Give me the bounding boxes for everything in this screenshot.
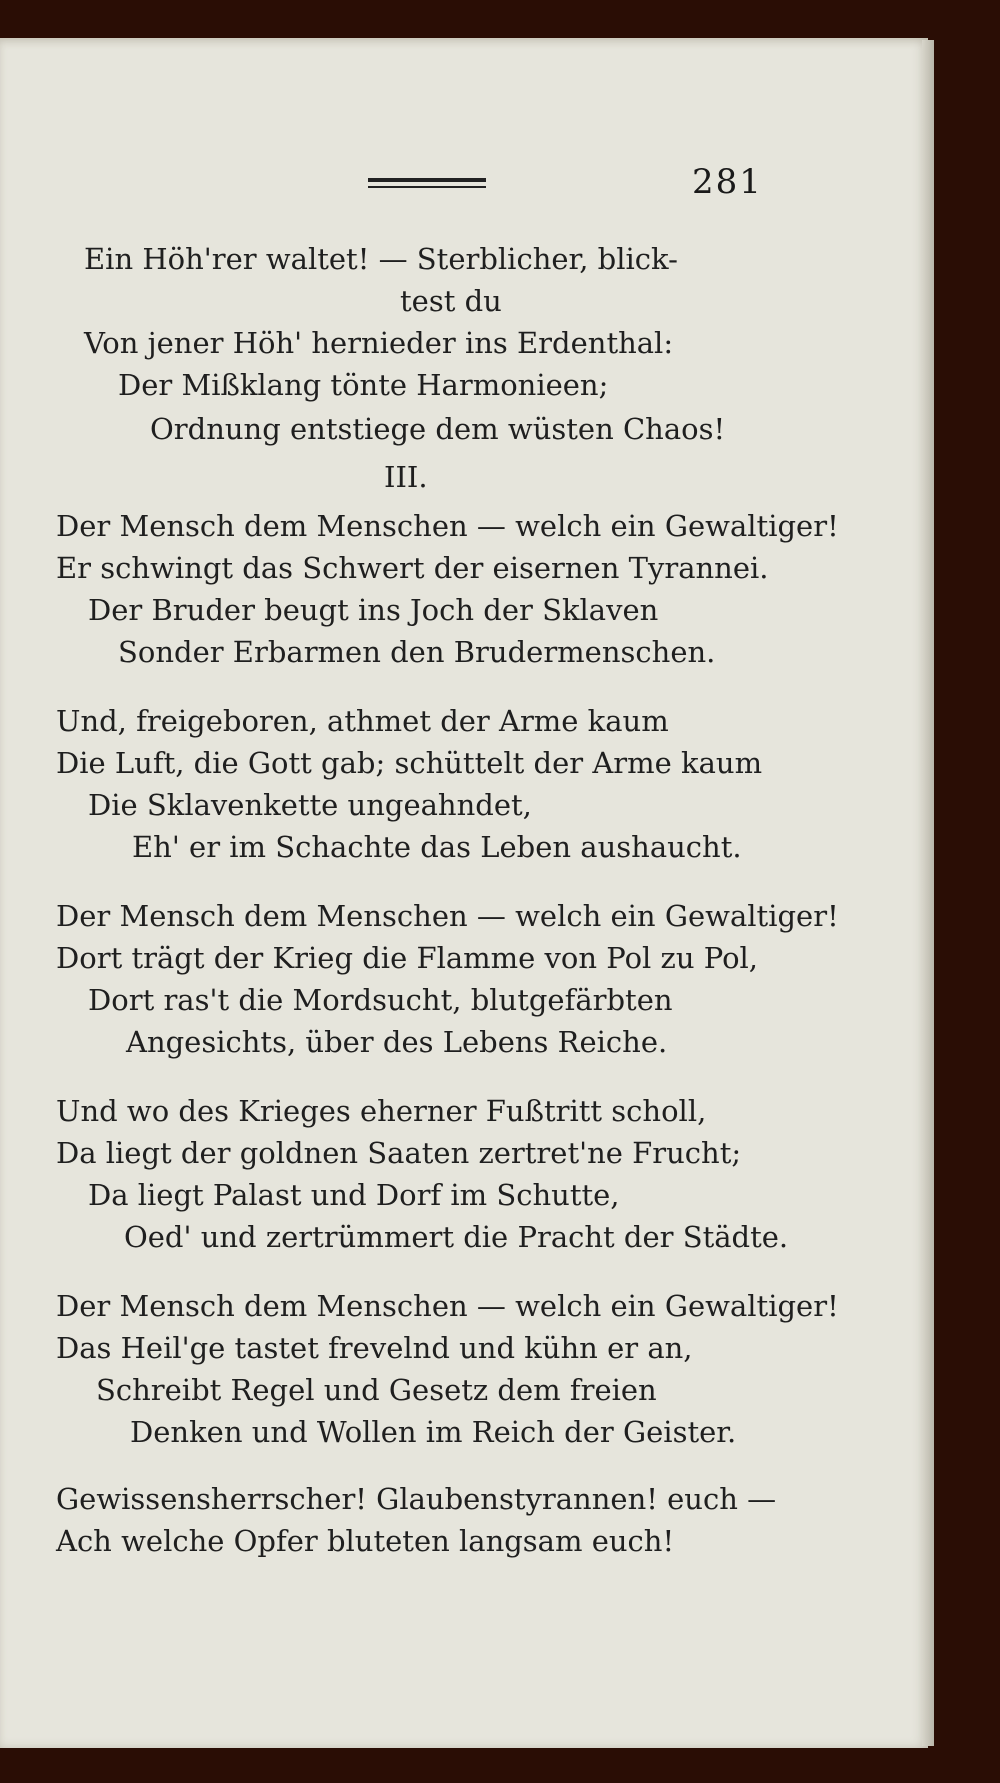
poem-line: Und, freigeboren, athmet der Arme kaum <box>56 704 669 738</box>
poem-line: Und wo des Krieges eherner Fußtritt scholl, <box>56 1094 707 1128</box>
poem-line: Ein Höh'rer waltet! — Sterblicher, blick- <box>84 242 678 276</box>
poem-line: Er schwingt das Schwert der eisernen Tyrannei. <box>56 551 769 585</box>
poem-line: Schreibt Regel und Gesetz dem freien <box>96 1373 657 1407</box>
poem-line: test du <box>400 284 502 318</box>
section-heading: III. <box>384 460 428 494</box>
poem-line: Der Mensch dem Menschen — welch ein Gewaltiger! <box>56 1289 839 1323</box>
poem-line: Die Luft, die Gott gab; schüttelt der Arme kaum <box>56 746 763 780</box>
page-edge <box>922 40 934 1746</box>
poem-line: Oed' und zertrümmert die Pracht der Städte. <box>124 1220 789 1254</box>
poem-line: Denken und Wollen im Reich der Geister. <box>130 1415 737 1449</box>
poem-line: Von jener Höh' hernieder ins Erdenthal: <box>84 326 674 360</box>
poem-line: Ach welche Opfer bluteten langsam euch! <box>56 1524 675 1558</box>
poem-line: Dort ras't die Mordsucht, blutgefärbten <box>88 983 673 1017</box>
page-number: 281 <box>692 162 763 202</box>
header-rule <box>368 178 486 192</box>
poem-line: Der Mensch dem Menschen — welch ein Gewaltiger! <box>56 899 839 933</box>
poem-line: Das Heil'ge tastet frevelnd und kühn er an, <box>56 1331 693 1365</box>
poem-line: Dort trägt der Krieg die Flamme von Pol zu Pol, <box>56 941 759 975</box>
poem-line: Da liegt Palast und Dorf im Schutte, <box>88 1178 620 1212</box>
poem-line: Gewissensherrscher! Glaubenstyrannen! euch — <box>56 1482 777 1516</box>
poem-line: Der Bruder beugt ins Joch der Sklaven <box>88 593 659 627</box>
poem-line: Ordnung entstiege dem wüsten Chaos! <box>150 412 726 446</box>
poem-line: Der Mensch dem Menschen — welch ein Gewaltiger! <box>56 509 839 543</box>
poem-line: Eh' er im Schachte das Leben aushaucht. <box>132 830 742 864</box>
poem-line: Die Sklavenkette ungeahndet, <box>88 788 532 822</box>
poem-line: Da liegt der goldnen Saaten zertret'ne Frucht; <box>56 1136 742 1170</box>
poem-line: Angesichts, über des Lebens Reiche. <box>126 1025 668 1059</box>
poem-line: Der Mißklang tönte Harmonieen; <box>118 368 609 402</box>
poem-line: Sonder Erbarmen den Brudermenschen. <box>118 635 716 669</box>
